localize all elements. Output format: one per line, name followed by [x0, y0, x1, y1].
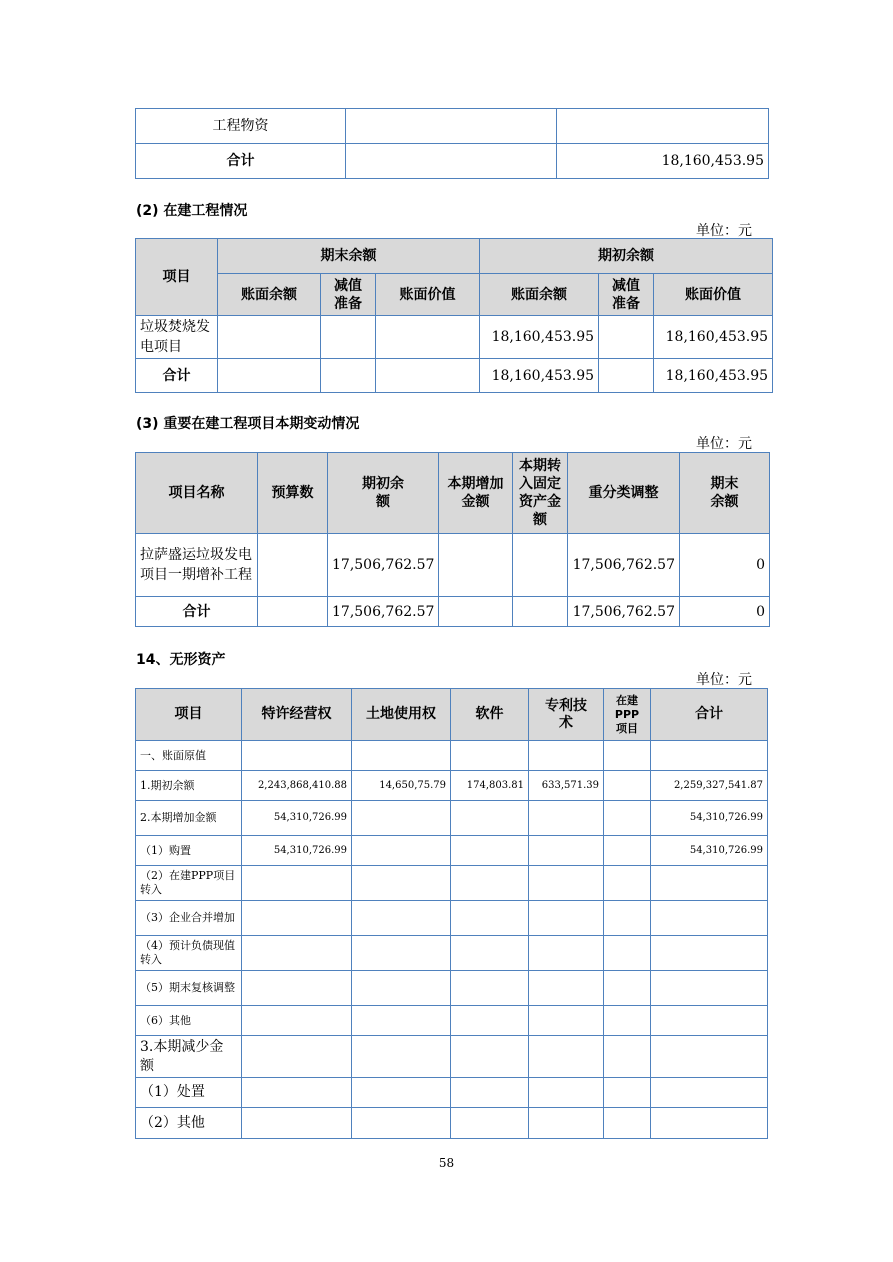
cell-value	[352, 866, 451, 901]
cell	[258, 534, 328, 597]
cell-value	[242, 1078, 352, 1108]
cell-value	[604, 1078, 651, 1108]
cell-value	[529, 1036, 604, 1078]
header-book-value: 账面价值	[654, 274, 773, 316]
header-end-balance: 期末余额	[218, 239, 480, 274]
header-software: 软件	[451, 689, 529, 741]
cell-item: 合计	[136, 144, 346, 179]
cell-value	[529, 1108, 604, 1139]
cell-value: 54,310,726.99	[651, 801, 768, 836]
header-reclassification: 重分类调整	[568, 453, 680, 534]
cell-value	[451, 741, 529, 771]
table-row	[136, 1006, 768, 1036]
construction-materials-table	[135, 108, 769, 179]
header-ppp-project: 在建PPP项目	[604, 689, 651, 741]
cell	[346, 109, 557, 144]
cell-value: 2,259,327,541.87	[651, 771, 768, 801]
cell: 18,160,453.95	[557, 144, 769, 179]
header-begin-balance: 期初余额	[480, 239, 773, 274]
cell-value	[242, 1006, 352, 1036]
cell-value	[604, 801, 651, 836]
cell-value	[352, 741, 451, 771]
cell	[376, 359, 480, 393]
intangible-assets-table	[135, 688, 768, 1139]
cell: 18,160,453.95	[654, 316, 773, 359]
cell	[513, 597, 568, 627]
cell-value	[242, 866, 352, 901]
cell-value: 54,310,726.99	[651, 836, 768, 866]
cell-value	[651, 901, 768, 936]
cell-value	[651, 741, 768, 771]
cell: 0	[680, 597, 770, 627]
header-end-balance: 期末余额	[680, 453, 770, 534]
table-row	[136, 866, 768, 901]
header-item: 项目	[136, 239, 218, 316]
cell: 17,506,762.57	[568, 534, 680, 597]
table-row	[136, 741, 768, 771]
construction-in-progress-table	[135, 238, 773, 393]
cell-value: 2,243,868,410.88	[242, 771, 352, 801]
cell-value: 14,650,75.79	[352, 771, 451, 801]
cell-value	[352, 1036, 451, 1078]
unit-label: 单位：元	[696, 436, 752, 452]
cell-value	[651, 1006, 768, 1036]
cell-value	[651, 1036, 768, 1078]
cell-value	[242, 1108, 352, 1139]
cell-label: 1.期初余额	[136, 771, 242, 801]
header-land-use-right: 土地使用权	[352, 689, 451, 741]
header-impairment: 减值准备	[321, 274, 376, 316]
cell-value	[529, 1006, 604, 1036]
cell-value	[604, 1006, 651, 1036]
header-impairment: 减值准备	[599, 274, 654, 316]
header-budget: 预算数	[258, 453, 328, 534]
header-book-value: 账面价值	[376, 274, 480, 316]
cell	[439, 597, 513, 627]
cell-value	[352, 971, 451, 1006]
cell-label: （1）处置	[136, 1078, 242, 1108]
header-transfer-fixed-assets: 本期转入固定资产金额	[513, 453, 568, 534]
cell-value	[529, 866, 604, 901]
cell-item: 合计	[136, 359, 218, 393]
cell	[321, 359, 376, 393]
header-project-name: 项目名称	[136, 453, 258, 534]
header-item: 项目	[136, 689, 242, 741]
cell-value: 174,803.81	[451, 771, 529, 801]
cell-value	[651, 936, 768, 971]
cell-value	[604, 971, 651, 1006]
cell-value	[604, 866, 651, 901]
cell-value	[352, 1006, 451, 1036]
table-row	[136, 1108, 768, 1139]
cell-value: 54,310,726.99	[242, 801, 352, 836]
cell	[557, 109, 769, 144]
cell-value	[604, 936, 651, 971]
cell	[258, 597, 328, 627]
header-franchise: 特许经营权	[242, 689, 352, 741]
cell-value	[352, 901, 451, 936]
cell-label: （2）其他	[136, 1108, 242, 1139]
cell-value	[529, 936, 604, 971]
page-number: 58	[438, 1156, 455, 1170]
cell	[346, 144, 557, 179]
cell-value: 633,571.39	[529, 771, 604, 801]
cell	[218, 359, 321, 393]
cell-value	[604, 836, 651, 866]
cell-value	[604, 1036, 651, 1078]
cell	[513, 534, 568, 597]
table-row	[136, 771, 768, 801]
cell-value	[352, 1078, 451, 1108]
cell-value	[242, 901, 352, 936]
cell-value	[451, 1078, 529, 1108]
cell: 18,160,453.95	[480, 316, 599, 359]
cell-value	[451, 936, 529, 971]
header-book-balance: 账面余额	[218, 274, 321, 316]
cell-value	[529, 801, 604, 836]
cell-label: 3.本期减少金额	[136, 1036, 242, 1078]
table-row	[136, 1036, 768, 1078]
cell-label: （4）预计负债现值转入	[136, 936, 242, 971]
table-row	[136, 836, 768, 866]
cell: 17,506,762.57	[328, 597, 439, 627]
cell-value	[604, 1108, 651, 1139]
cell: 18,160,453.95	[654, 359, 773, 393]
cell-value	[352, 836, 451, 866]
cell-value	[604, 771, 651, 801]
cell-value	[242, 1036, 352, 1078]
cell-value	[651, 1108, 768, 1139]
section-heading: 14、无形资产	[136, 652, 226, 668]
table-row	[136, 971, 768, 1006]
cell	[376, 316, 480, 359]
table-row	[136, 936, 768, 971]
section-heading: (3) 重要在建工程项目本期变动情况	[136, 416, 360, 432]
cell: 17,506,762.57	[328, 534, 439, 597]
cell-value	[352, 936, 451, 971]
cell-value	[451, 1108, 529, 1139]
cell-label: （1）购置	[136, 836, 242, 866]
cell: 18,160,453.95	[480, 359, 599, 393]
cell-value	[529, 1078, 604, 1108]
table-row	[136, 1078, 768, 1108]
cell: 0	[680, 534, 770, 597]
cell-label: （5）期末复核调整	[136, 971, 242, 1006]
cell-project-name: 拉萨盛运垃圾发电项目一期增补工程	[136, 534, 258, 597]
cell-value	[651, 1078, 768, 1108]
table-row	[136, 901, 768, 936]
table-row-total	[136, 597, 770, 627]
table-row-total	[136, 359, 773, 393]
cell-value	[451, 971, 529, 1006]
unit-label: 单位：元	[696, 223, 752, 239]
section-heading: (2) 在建工程情况	[136, 203, 248, 219]
cell-project-name: 合计	[136, 597, 258, 627]
cell-value	[242, 936, 352, 971]
cell-value	[451, 801, 529, 836]
cell	[218, 316, 321, 359]
table-row	[136, 109, 769, 144]
cell-item: 工程物资	[136, 109, 346, 144]
cell-value	[451, 866, 529, 901]
table-row	[136, 801, 768, 836]
cell-label: （2）在建PPP项目转入	[136, 866, 242, 901]
unit-label: 单位：元	[696, 672, 752, 688]
cell-value	[451, 1036, 529, 1078]
header-increase: 本期增加金额	[439, 453, 513, 534]
cell	[439, 534, 513, 597]
header-book-balance: 账面余额	[480, 274, 599, 316]
header-total: 合计	[651, 689, 768, 741]
cell-value	[352, 1108, 451, 1139]
table-row	[136, 534, 770, 597]
cell-label: 2.本期增加金额	[136, 801, 242, 836]
cell-value	[651, 971, 768, 1006]
cell-value	[352, 801, 451, 836]
header-patent: 专利技术	[529, 689, 604, 741]
cell-value	[242, 741, 352, 771]
cell-label: 一、账面原值	[136, 741, 242, 771]
cell-value	[604, 901, 651, 936]
cell-value	[529, 971, 604, 1006]
cell-value	[451, 836, 529, 866]
cell-value	[529, 836, 604, 866]
cell-item: 垃圾焚烧发电项目	[136, 316, 218, 359]
cell	[599, 359, 654, 393]
cell-label: （3）企业合并增加	[136, 901, 242, 936]
cell-value	[529, 901, 604, 936]
cell-value	[242, 971, 352, 1006]
cell-value	[451, 1006, 529, 1036]
major-projects-table	[135, 452, 770, 627]
cell-value: 54,310,726.99	[242, 836, 352, 866]
cell	[599, 316, 654, 359]
table-row	[136, 316, 773, 359]
cell-label: （6）其他	[136, 1006, 242, 1036]
cell-value	[451, 901, 529, 936]
table-row-total	[136, 144, 769, 179]
header-begin-balance: 期初余额	[328, 453, 439, 534]
cell-value	[604, 741, 651, 771]
cell-value	[651, 866, 768, 901]
cell-value	[529, 741, 604, 771]
cell	[321, 316, 376, 359]
cell: 17,506,762.57	[568, 597, 680, 627]
